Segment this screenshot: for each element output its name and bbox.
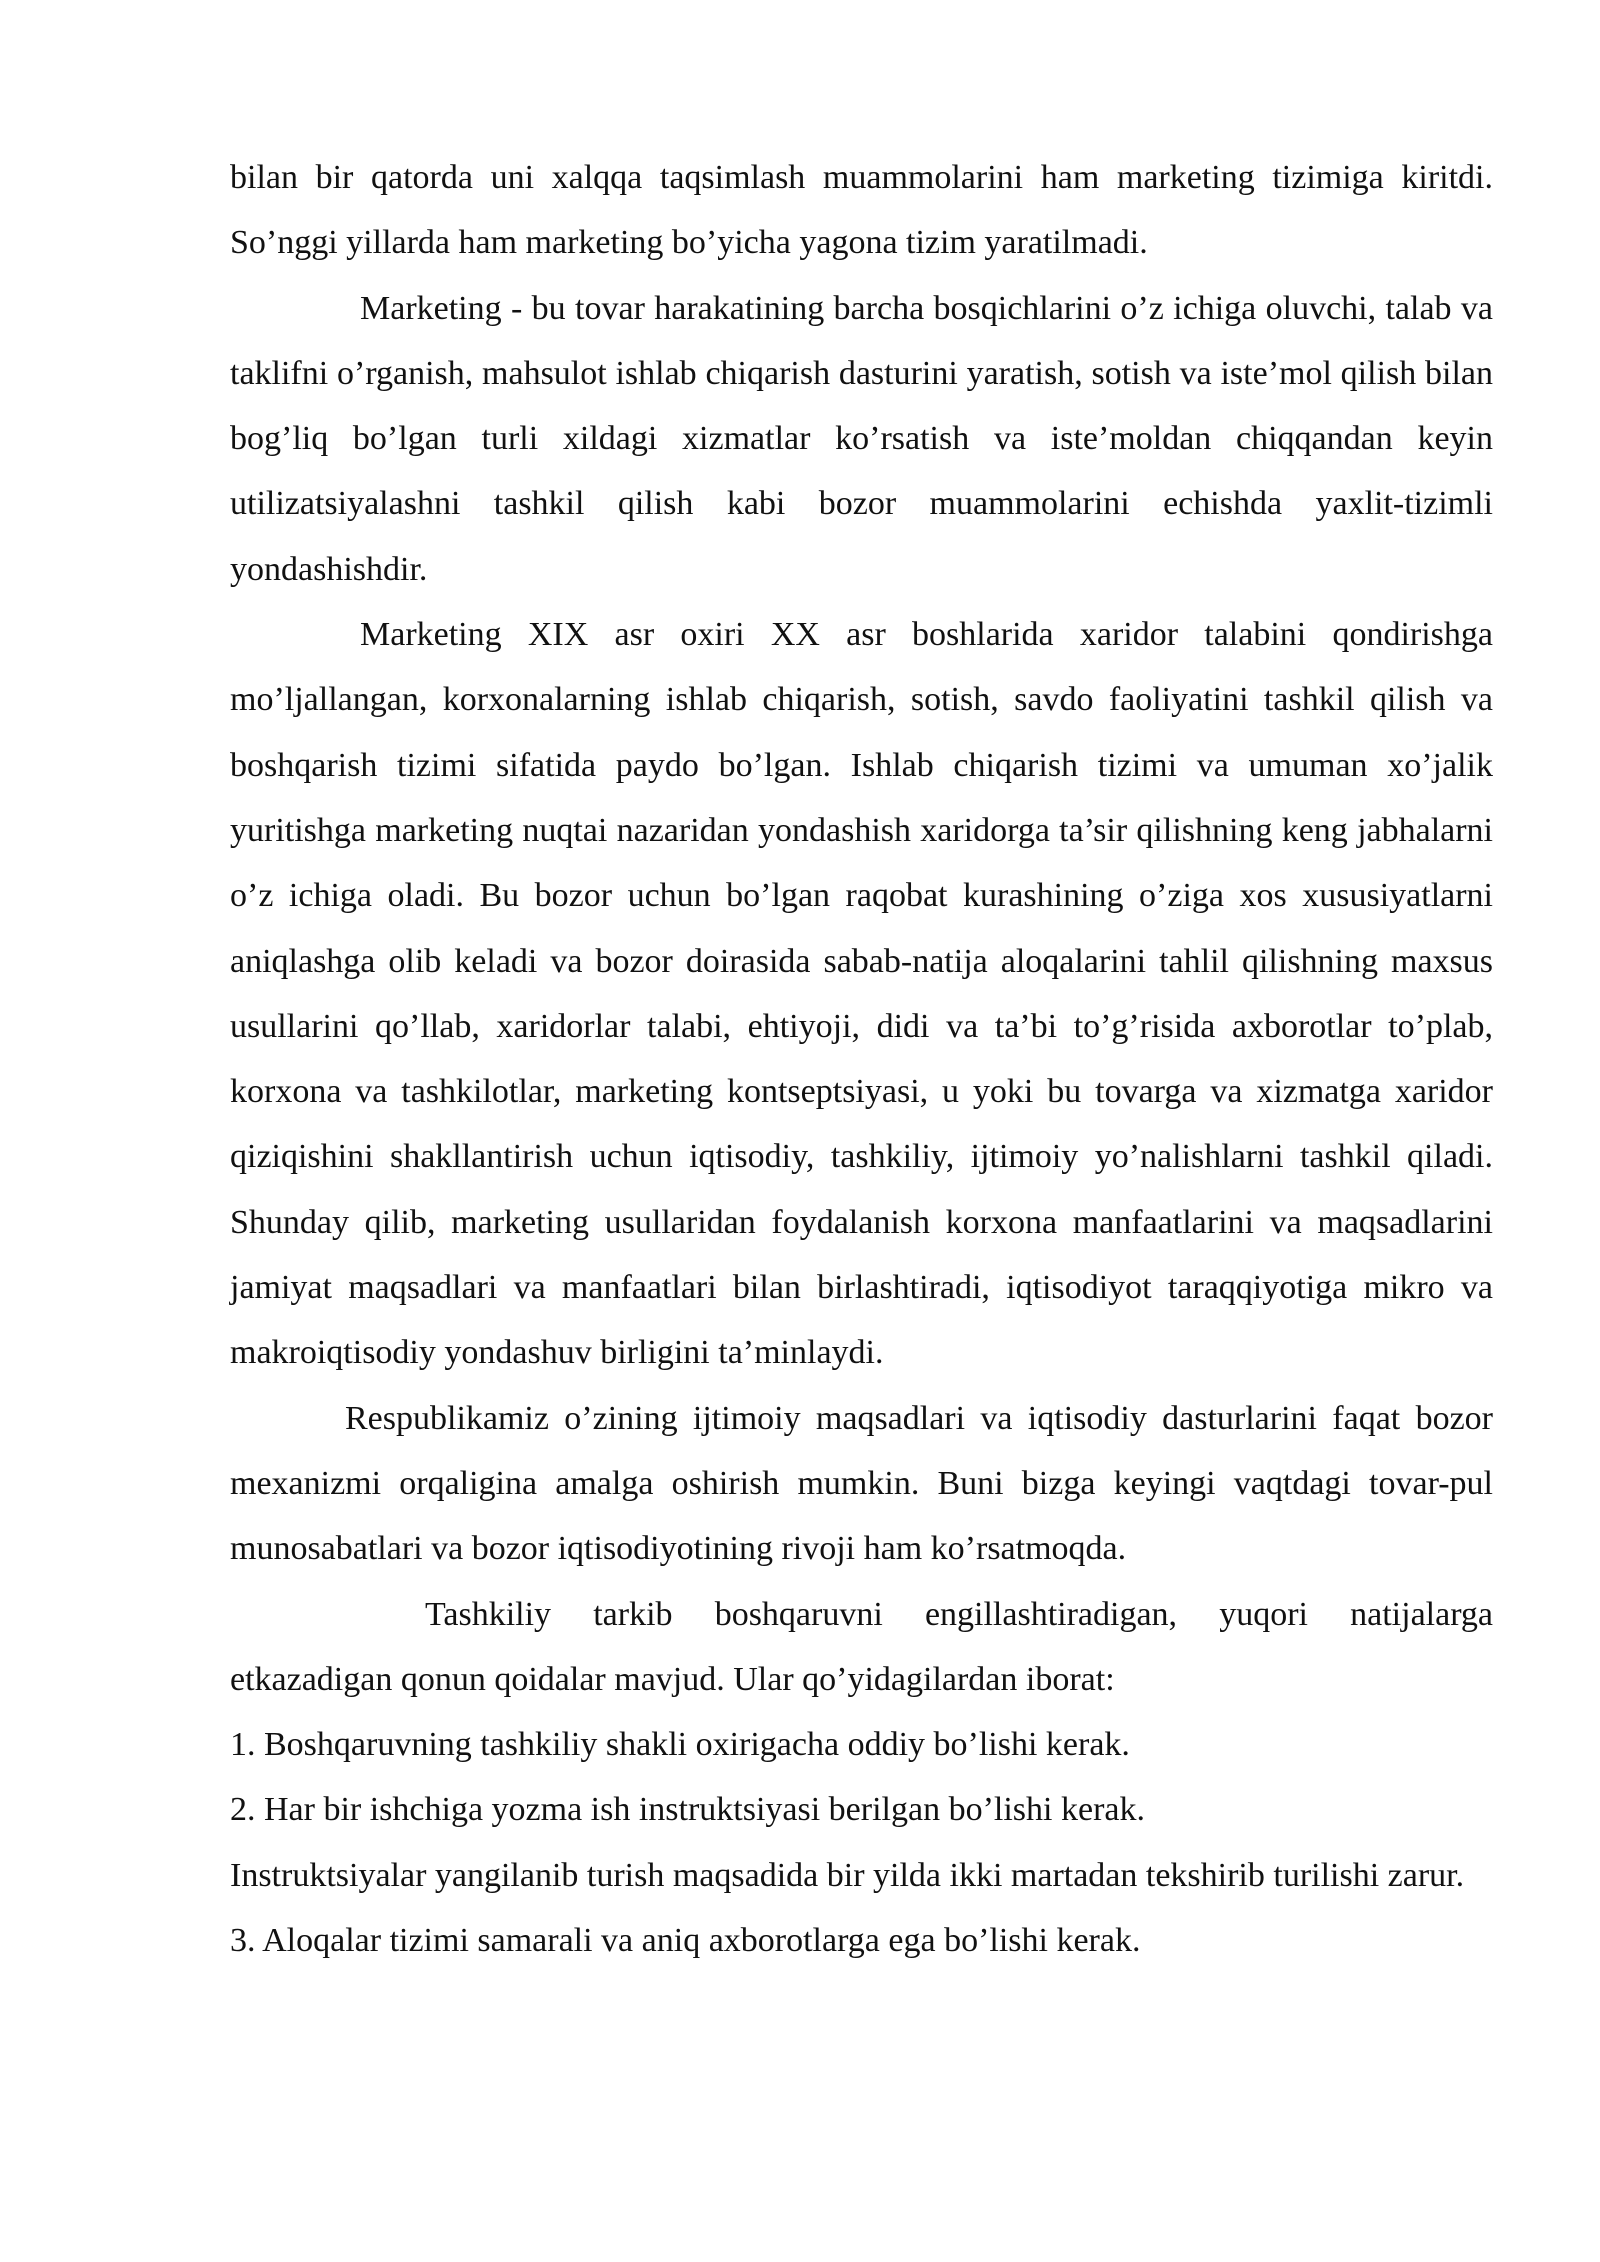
list-item-2: 2. Har bir ishchiga yozma ish instruktsiyasi berilgan bo’lishi kerak. — [230, 1791, 1145, 1829]
list-item-3: 3. Aloqalar tizimi samarali va aniq axborotlarga ega bo’lishi kerak. — [230, 1922, 1141, 1960]
list-item-2-note: Instruktsiyalar yangilanib turish maqsadida bir yilda ikki martadan tekshirib turilishi zarur. — [230, 1856, 1465, 1894]
paragraph-republic: Respublikamiz o’zining ijtimoiy maqsadlari va iqtisodiy dasturlarini faqat bozor mexanizmi orqaligina amalga oshirish mumkin. Buni bizga keyingi vaqtdagi tovar-pul munosabatlari va bozor iqtisodiyotining rivoji ham ko’rsatmoqda. — [230, 1399, 1493, 1568]
paragraph-marketing-definition: Marketing - bu tovar harakatining barcha bosqichlarini o’z ichiga oluvchi, talab va taklifni o’rganish, mahsulot ishlab chiqarish dasturini yaratish, sotish va iste’mol qilish bilan bog’liq bo’lgan turli xildagi xizmatlar ko’rsatish va iste’moldan chiqqandan keyin utilizatsiyalashni tashkil qilish kabi bozor muammolarini echishda yaxlit-tizimli yondashishdir. — [230, 289, 1493, 588]
paragraph-organizational-structure: Tashkiliy tarkib boshqaruvni engillashtiradigan, yuqori natijalarga etkazadigan qonun qoidalar mavjud. Ular qo’yidagilardan iborat: — [230, 1595, 1493, 1698]
document-body — [230, 145, 1493, 1973]
paragraph-intro: bilan bir qatorda uni xalqqa taqsimlash muammolarini ham marketing tizimiga kiritdi. So’nggi yillarda ham marketing bo’yicha yagona tizim yaratilmadi. — [230, 159, 1493, 262]
paragraph-marketing-history: Marketing XIX asr oxiri XX asr boshlarida xaridor talabini qondirishga mo’ljallangan, korxonalarning ishlab chiqarish, sotish, savdo faoliyatini tashkil qilish va boshqarish tizimi sifatida paydo bo’lgan. Ishlab chiqarish tizimi va umuman xo’jalik yuritishga marketing nuqtai nazaridan yondashish xaridorga ta’sir qilishning keng jabhalarni o’z ichiga oladi. Bu bozor uchun bo’lgan raqobat kurashining o’ziga xos xususiyatlarni aniqlashga olib keladi va bozor doirasida sabab-natija aloqalarini tahlil qilishning maxsus usullarini qo’llab, xaridorlar talabi, ehtiyoji, didi va ta’bi to’g’risida axborotlar to’plab, korxona va tashkilotlar, marketing kontseptsiyasi, u yoki bu tovarga va xizmatga xaridor qiziqishini shakllantirish uchun iqtisodiy, tashkiliy, ijtimoiy yo’nalishlarni tashkil qiladi. Shunday qilib, marketing usullaridan foydalanish korxona manfaatlarini va maqsadlarini jamiyat maqsadlari va manfaatlari bilan birlashtiradi, iqtisodiyot taraqqiyotiga mikro va makroiqtisodiy yondashuv birligini ta’minlaydi. — [230, 616, 1493, 1372]
list-item-1: 1. Boshqaruvning tashkiliy shakli oxirigacha oddiy bo’lishi kerak. — [230, 1726, 1130, 1764]
